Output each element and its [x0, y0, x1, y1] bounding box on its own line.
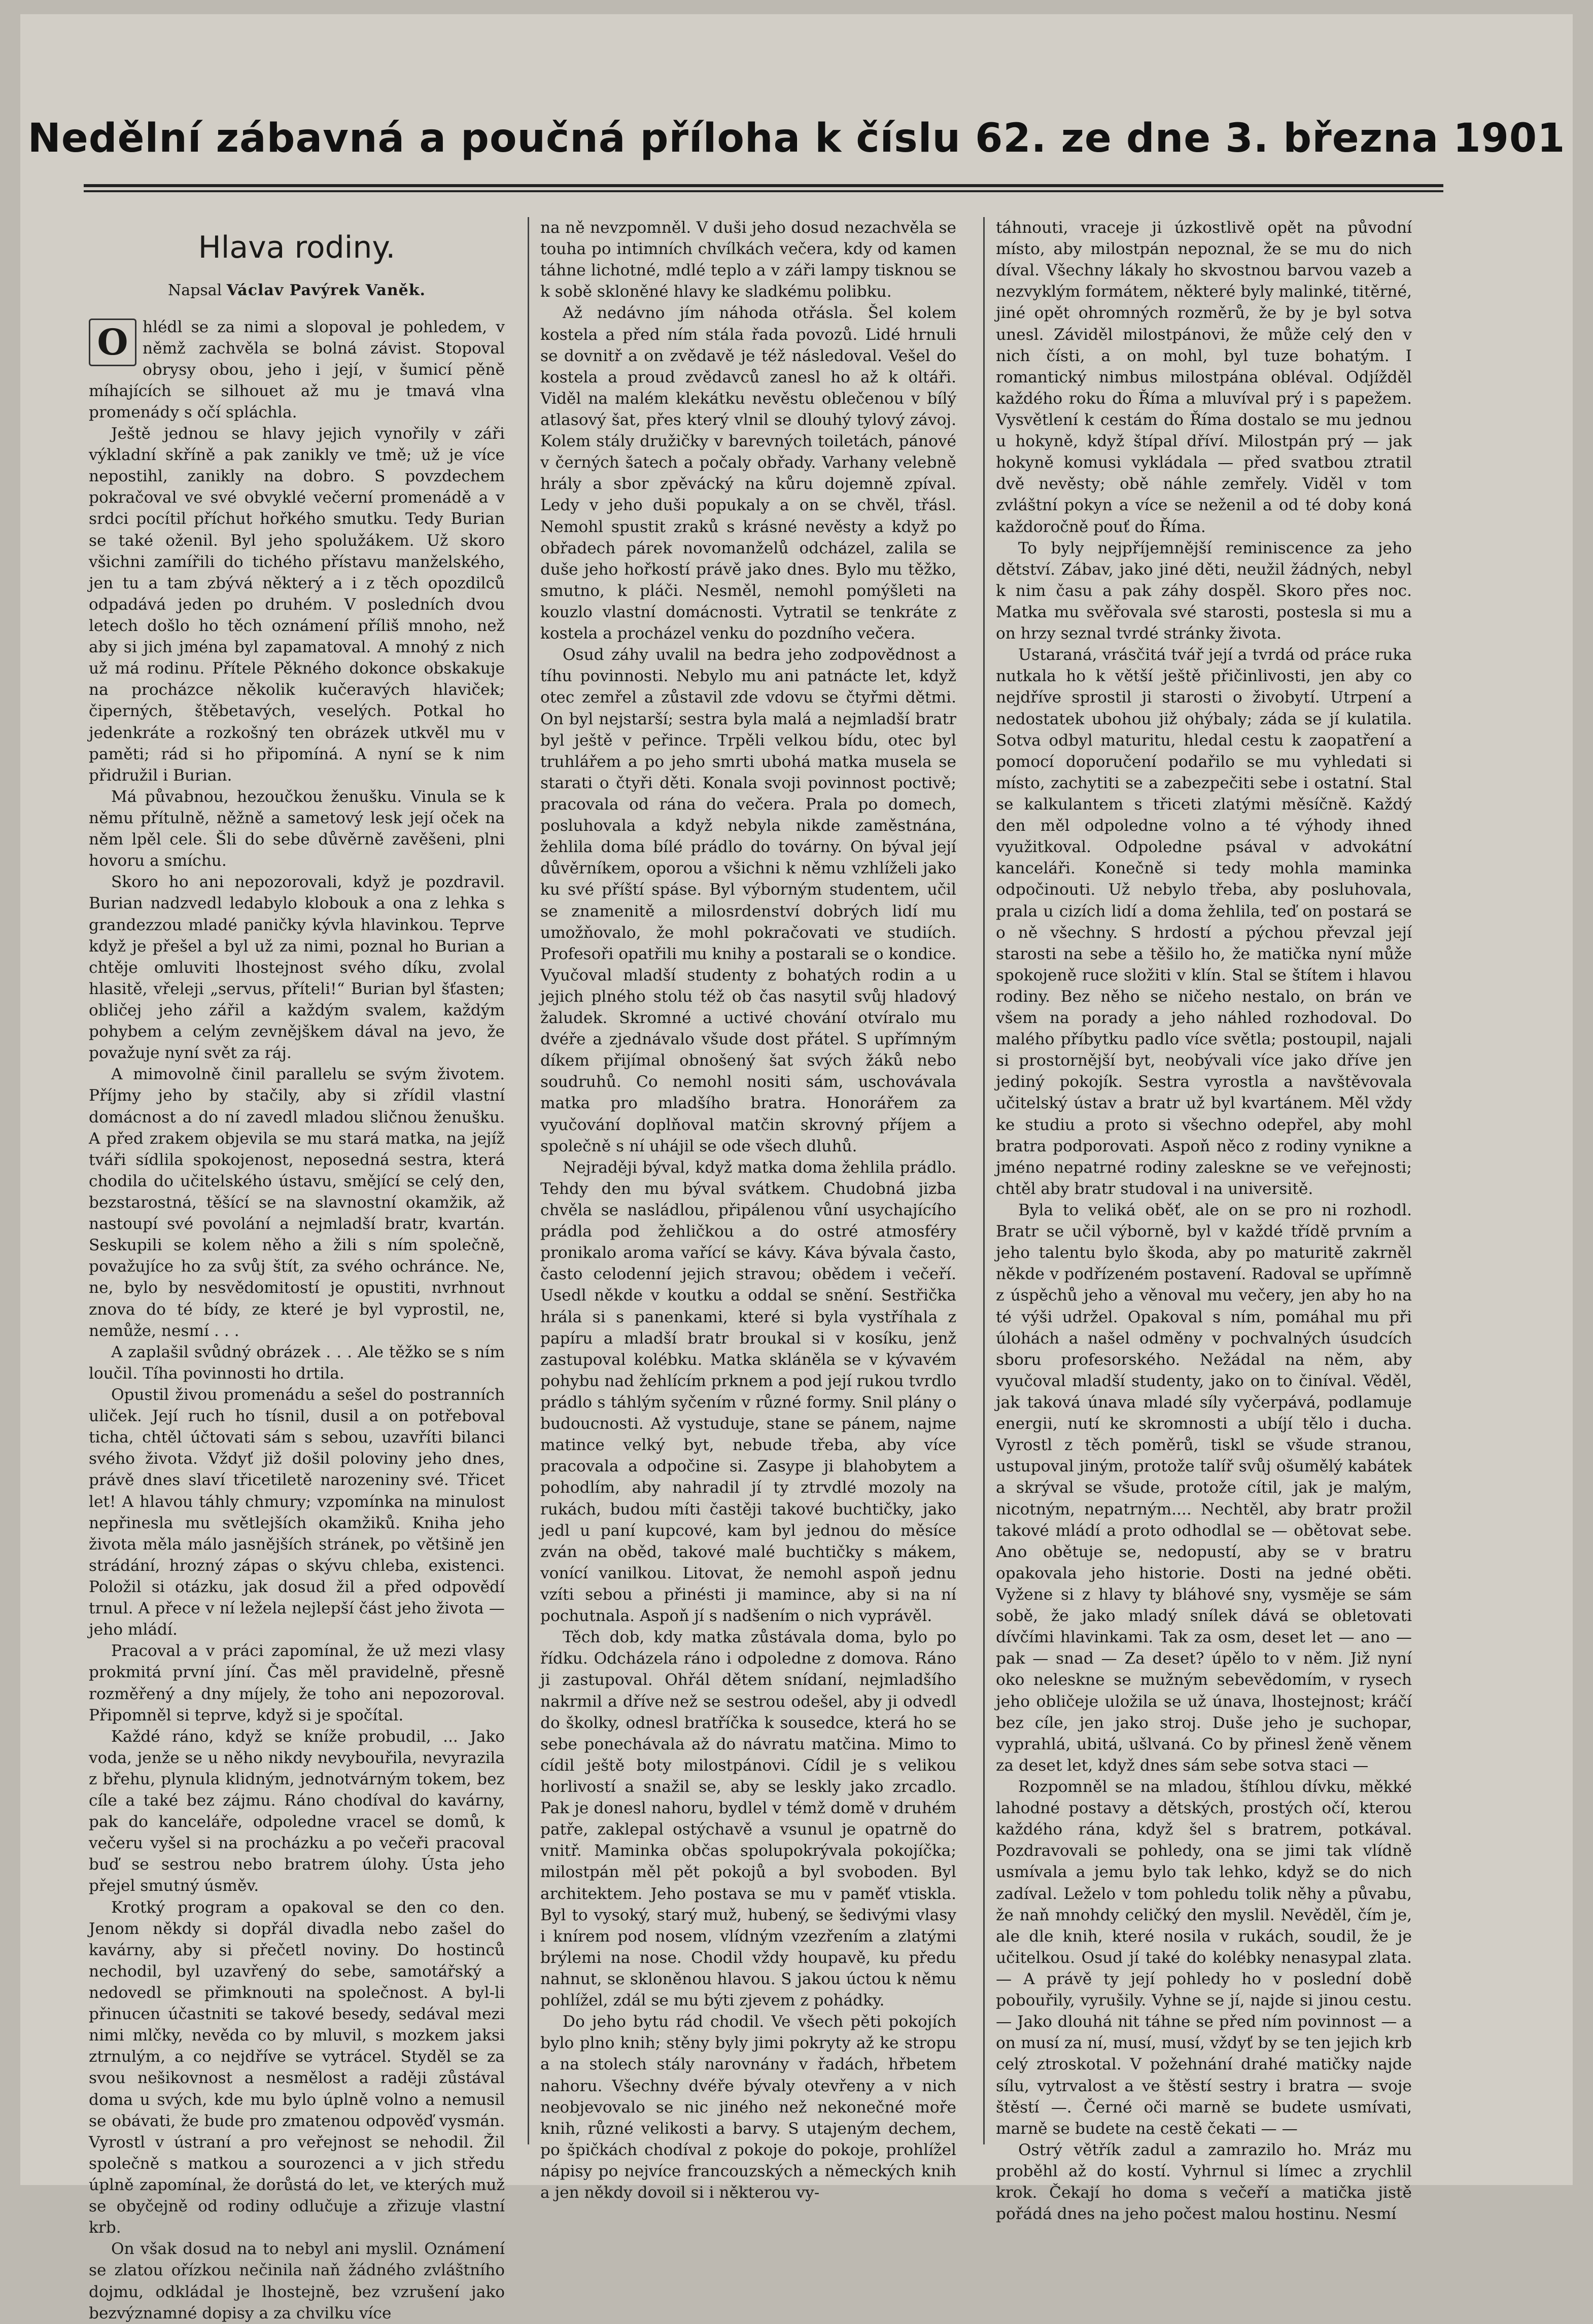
- paragraph: Opustil živou promenádu a sešel do postranních uliček. Její ruch ho tísnil, dusil a on potřeboval ticha, chtěl účtovati sám s sebou, uzavříti bilanci svého života. Vždyť již došil poloviny jeho dnes, právě dnes slaví třicetiletě narozeniny své. Třicet let! A hlavou táhly chmury; vzpomínka na minulost nepřinesla mu světlejších okamžiků. Kniha jeho života měla málo jasnějších stránek, po většině jen strádání, hrozný zápas o skývu chleba, existenci. Položil si otázku, jak dosud žil a před odpovědí trnul. A přece v ní ležela nejlepší část jeho života — jeho mládí.: [89, 1385, 505, 1639]
- article-title: Hlava rodiny.: [198, 230, 396, 265]
- paragraph: A mimovolně činil parallelu se svým životem. Příjmy jeho by stačily, aby si zřídil vlastní domácnost a do ní zavedl mladou sličnou ženušku. A před zrakem objevila se mu stará matka, na jejíž tváři sídlila spokojenost, neposedná sestra, která chodila do učitelského ústavu, smějící se celý den, bezstarostná, těšící se na slavnostní okamžik, až nastoupí své povolání a nejmladší bratr, kvartán. Seskupili se kolem něho a žili s ním společně, považujíce ho za svůj štít, za svého ochránce. Ne, ne, bylo by nesvědomitostí je opustiti, nvrhnout znova do té bídy, ze které je byl vyprostil, ne, nemůže, nesmí . . .: [89, 1065, 505, 1340]
- paragraph: Ještě jednou se hlavy jejich vynořily v záři výkladní skříně a pak zanikly ve tmě; už je více nepostihl, zanikly na dobro. S povzdechem pokračoval ve své obvyklé večerní promenádě a v srdci pocítil příchut hořkého smutku. Tedy Burian se také oženil. Byl jeho spolužákem. Už skoro všichni zamířili do tichého přístavu manželského, jen tu a tam zbývá některý a i z těch opozdilců odpadává jeden po druhém. V posledních dvou letech došlo ho těch oznámení příliš mnoho, než aby si jich jména byl zapamatoval. A mnohý z nich už má rodinu. Přítele Pěkného dokonce obskakuje na procházce několik kučeravých hlaviček; čiperných, štěbetavých, veselých. Potkal ho jedenkráte a rozkošný ten obrázek utkvěl mu v paměti; rád si ho připomíná. A nyní se k nim přidružil i Burian.: [89, 425, 505, 785]
- byline-prefix: Napsal: [168, 281, 222, 299]
- paragraph: táhnouti, vraceje ji úzkostlivě opět na původní místo, aby milostpán nepoznal, že se mu do nich díval. Všechny lákaly ho skvostnou barvou vazeb a nezvyklým formátem, některé byly malinké, titěrné, jiné opět ohromných rozměrů, že by je byl sotva unesl. Záviděl milostpánovi, že může celý den v nich čísti, a on mohl, byl tuze bohatým. I romantický nimbus milostpána obléval. Odjížděl každého roku do Říma a mluvíval prý i s papežem. Vysvětlení k cestám do Říma dostalo se mu jednou u hokyně, když štípal dříví. Milostpán prý — jak hokyně komusi vykládala — před svatbou ztratil dvě nevěsty; obě náhle zemřely. Viděl v tom zvláštní pokyn a více se neženil a od té doby koná každoročně pouť do Říma.: [996, 219, 1412, 536]
- masthead: Nedělní zábavná a poučná příloha k číslu 62. ze dne 3. března 1901: [27, 116, 1566, 161]
- masthead-rule: [84, 184, 1443, 187]
- paragraph: Do jeho bytu rád chodil. Ve všech pěti pokojích bylo plno knih; stěny byly jimi pokryty až ke stropu a na stolech stály narovnány v řadách, hřbetem nahoru. Všechny dvéře bývaly otevřeny a v nich neobjevovalo se nic jiného než nekonečné moře knih, různé velikosti a barvy. S utajeným dechem, po špičkách chodíval z pokoje do pokoje, prohlížel nápisy po nejvíce francouzských a německých knih a jen někdy dovoil si i některou vy-: [540, 2013, 956, 2202]
- masthead-rule-thin: [84, 190, 1443, 192]
- paragraph: Až nedávno jím náhoda otřásla. Šel kolem kostela a před ním stála řada povozů. Lidé hrnuli se dovnitř a on zvědavě je též následoval. Vešel do kostela a proud zvědavců zanesl ho až k oltáři. Viděl na malém klekátku nevěstu oblečenou v bílý atlasový šat, přes který vlnil se dlouhý tylový závoj. Kolem stály družičky v barevných toiletách, pánové v černých šatech a počaly obřady. Varhany velebně hrály a sbor zpěvácký na kůru dojemně zpíval. Ledy v jeho duši popukaly a on se chvěl, třásl. Nemohl spustit zraků s krásné nevěsty a když po obřadech párek novomanželů odcházel, zalila se duše jeho hořkostí právě jako dnes. Bylo mu těžko, smutno, k pláči. Nesměl, nemohl pomýšleti na kouzlo vlastní domácnosti. Vytratil se tenkráte z kostela a procházel venku do pozdního večera.: [540, 304, 956, 643]
- paragraph: Pracoval a v práci zapomínal, že už mezi vlasy prokmitá první jíní. Čas měl pravidelně, přesně rozměřený a dny míjely, že toho ani nepozoroval. Připomněl si teprve, když si je spočítal.: [89, 1642, 505, 1724]
- paragraph: To byly nejpříjemnější reminiscence za jeho dětství. Zábav, jako jiné děti, neužil žádných, nebyl k nim času a pak záhy dospěl. Skoro přes noc. Matka mu svěřovala své starosti, postesla si mu a on hrzy seznal tvrdé stránky života.: [996, 539, 1412, 643]
- column-3: [996, 217, 1412, 2224]
- paragraph: Ustaraná, vrásčitá tvář její a tvrdá od práce ruka nutkala ho k větší ještě přičinlivosti, jen aby co nejdříve sprostil ji starosti o živobytí. Utrpení a nedostatek ubohou již ohýbaly; záda se jí kulatila. Sotva odbyl maturitu, hledal cestu k zaopatření a pomocí doporučení podařilo se mu vyhledati si místo, zachytiti se a zabezpečiti sebe i ostatní. Stal se kalkulantem s třiceti zlatými měsíčně. Každý den měl odpoledne volno a té výhody ihned využitkoval. Odpoledne psával v advokátní kanceláři. Konečně si tedy mohla maminka odpočinouti. Už nebylo třeba, aby posluhovala, prala u cizích lidí a doma žehlila, teď on postará se o ně všechny. S hrdostí a pýchou převzal její starosti na sebe a těšilo ho, že matička nyní může spokojeně ruce složiti v klín. Stal se štítem i hlavou rodiny. Bez něho se ničeho nestalo, on brán ve všem na porady a jeho náhled rozhodoval. Do malého příbytku padlo více světla; postoupil, najali si prostornější byt, neobývali více jako dříve jen jediný pokojík. Sestra vyrostla a navštěvovala učitelský ústav a bratr už byl kvartánem. Měl vždy ke studiu a proto si všechno odepřel, aby mohl bratra podporovati. Aspoň něco z rodiny vynikne a jméno nepatrné rodiny zaleskne se ve veřejnosti; chtěl aby bratr studoval i na universitě.: [996, 646, 1412, 1198]
- column-2: [540, 217, 956, 2202]
- paragraph: Nejraději býval, když matka doma žehlila prádlo. Tehdy den mu býval svátkem. Chudobná jizba chvěla se nasládlou, připálenou vůní usychajícího prádla pod žehličkou a do ostré atmosféry pronikalo aroma vařící se kávy. Káva bývala často, často celodenní jejich stravou; obědem i večeří. Usedl někde v koutku a oddal se snění. Sestřička hrála si s panenkami, které si byla vystříhala z papíru a mladší bratr broukal si v kosíku, jenž zastupoval kolébku. Matka skláněla se v kývavém pohybu nad žehlícím prknem a pod její rukou tvrdlo prádlo s táhlým syčením v různé formy. Snil plány o budoucnosti. Až vystuduje, stane se pánem, najme matince velký byt, nebude třeba, aby více pracovala a odpočine si. Zasype ji blahobytem a pohodlím, aby nahradil jí ty ztrvdlé mozoly na rukách, budou míti častěji takové buchtičky, jako jedl u paní kupcové, kam byl jednou do měsíce zván na oběd, takové malé buchtičky s mákem, vonící vanilkou. Litovat, že nemohl aspoň jednu vzíti sebou a přinésti ji mamince, aby si na ní pochutnala. Aspoň jí s nadšením o nich vyprávěl.: [540, 1158, 956, 1626]
- paragraph: Byla to veliká oběť, ale on se pro ni rozhodl. Bratr se učil výborně, byl v každé třídě prvním a jeho talentu bylo škoda, aby po maturitě zakrněl někde v podřízeném postavení. Radoval se upřímně z úspěchů jeho a věnoval mu večery, jen aby ho na té výši udržel. Opakoval s ním, pomáhal mu při úlohách a našel odměny v pochvalných úsudcích sboru profesorského. Nežádal na něm, aby vyučoval mladší studenty, jako on to činíval. Věděl, jak taková únava mladé síly vyčerpává, podlamuje energii, nutí ke skromnosti a ubíjí tělo i ducha. Vyrostl z těch poměrů, tiskl se všude stranou, ustupoval jiným, protože talíř svůj ošumělý kabátek a skrýval se všude, protože cítil, jak je malým, nicotným, nepatrným.... Nechtěl, aby bratr prožil takové mládí a proto odhodlal se — obětovat sebe. Ano obětuje se, nedopustí, aby se v bratru opakovala jeho historie. Dosti na jedné oběti. Vyžene si z hlavy ty bláhové sny, vysměje se sám sobě, že jako mladý snílek dává se obletovati dívčími hlavinkami. Tak za osm, deset let — ano — pak — snad — Za deset? úpělo to v něm. Již nyní oko neleskne se mužným sebevědomím, v rysech jeho obličeje uložila se už únava, lhostejnost; kráčí bez cíle, jen jako stroj. Duše jeho je suchopar, vyprahlá, ubitá, ušlvaná. Co by přinesl ženě věnem za deset let, když dnes sám sebe sotva staci —: [996, 1201, 1412, 1775]
- paragraph: On však dosud na to nebyl ani myslil. Oznámení se zlatou ořízkou nečinila naň žádného zvláštního dojmu, odkládal je lhostejně, bez vzrušení jako bezvýznamné dopisy a za chvilku více: [89, 2240, 505, 2322]
- column-separator: [983, 217, 985, 2144]
- paragraph: Každé ráno, když se kníže probudil, ... Jako voda, jenže se u něho nikdy nevybouřila, nevyrazila z břehu, plynula klidným, jednotvárným tokem, bez cíle a také bez zájmu. Ráno chodíval do kavárny, pak do kanceláře, odpoledne vracel se domů, k večeru vyšel si na procházku a po večeři pracoval buď se sestrou nebo bratrem úlohy. Ústa jeho přejel smutný úsměv.: [89, 1727, 505, 1895]
- paragraph: Těch dob, kdy matka zůstávala doma, bylo po řídku. Odcházela ráno i odpoledne z domova. Ráno ji zastupoval. Ohřál dětem snídaní, nejmladšího nakrmil a dříve než se sestrou odešel, aby ji odvedl do školky, odnesl bratříčka k sousedce, která ho se sebe ponechávala až do návratu matčina. Mimo to cídil ještě boty milostpánovi. Cídil je s velikou horlivostí a snažil se, aby se leskly jako zrcadlo. Pak je donesl nahoru, bydlel v témž domě v druhém patře, zaklepal ostýchavě a vsunul je opatrně do vnitř. Maminka občas spolupokrývala pokojíčka; milostpán měl pět pokojů a byl svoboden. Byl architektem. Jeho postava se mu v paměť vtiskla. Byl to vysoký, starý muž, hubený, se šedivými vlasy i knírem pod nosem, vlídným vzezřením a zlatými brýlemi na nose. Chodil vždy houpavě, ku předu nahnut, se skloněnou hlavou. S jakou úctou k němu pohlížel, zdál se mu býti zjevem z pohádky.: [540, 1628, 956, 2010]
- author-name: Václav Pavýrek Vaněk.: [226, 281, 426, 299]
- paragraph: A zaplašil svůdný obrázek . . . Ale těžko se s ním loučil. Tíha povinnosti ho drtila.: [89, 1343, 505, 1383]
- paragraph: Má půvabnou, hezoučkou ženušku. Vinula se k němu přítulně, něžně a sametový lesk její oček na něm lpěl cele. Šli do sebe důvěrně zavěšeni, plni hovoru a smíchu.: [89, 787, 505, 870]
- column-1: [89, 217, 505, 2322]
- paragraph: Osud záhy uvalil na bedra jeho zodpovědnost a tíhu povinnosti. Nebylo mu ani patnácte let, když otec zemřel a zůstavil zde vdovu se čtyřmi dětmi. On byl nejstarší; sestra byla malá a nejmladší bratr byl ještě v peřince. Trpěli velkou bídu, otec byl truhlářem a po jeho smrti ubohá matka musela se starati o čtyři děti. Konala svoji povinnost poctivě; pracovala od rána do večera. Prala po domech, posluhovala a když nebyla nikde zaměstnána, žehlila doma bílé prádlo do továrny. On býval její důvěrníkem, oporou a všichni k němu vzhlíželi jako ku své příští spáse. Byl výborným studentem, učil se znamenitě a milosrdenství dobrých lidí mu umožňovalo, že mohl pokračovati ve studiích. Profesoři opatřili mu knihy a postarali se o kondice. Vyučoval mladší studenty z bohatých rodin a u jejich plného stolu též ob čas nasytil svůj hladový žaludek. Skromné a uctivé chování otvíralo mu dvéře a zjednávalo všude dost přátel. S upřímným díkem přijímal obnošený šat svých žáků nebo soudruhů. Co nemohl nositi sám, uschovávala matka pro mladšího bratra. Honorářem za vyučování doplňoval matčin skrovný příjem a společně s ní uhájil se ode všech dluhů.: [540, 646, 956, 1155]
- paragraph: Rozpomněl se na mladou, štíhlou dívku, měkké lahodné postavy a dětských, prostých očí, kterou každého rána, když šel s bratrem, potkával. Pozdravovali se pohledy, ona se jimi tak vlídně usmívala a jemu bylo tak lehko, když se do nich zadíval. Leželo v tom pohledu tolik něhy a půvabu, že naň mnohdy celičký den myslil. Nevěděl, čím je, ale dle knih, které nosila v rukách, soudil, že je učitelkou. Osud jí také do kolébky nenasypal zlata. — A právě ty její pohledy ho v poslední době pobouřily, vyrušily. Vyhne se jí, najde si jinou cestu. — Jako dlouhá nit táhne se před ním povinnost — a on musí za ní, musí, musí, vždyť by se ten jejich krb celý ztroskotal. V požehnání drahé matičky najde sílu, vytrvalost a ve štěstí sestry i bratra — svoje štěstí —. Černé oči marně se budete usmívati, marně se budete na cestě čekati — —: [996, 1777, 1412, 2138]
- drop-cap: O: [89, 319, 136, 366]
- column-separator: [528, 217, 529, 2144]
- paragraph: hlédl se za nimi a slopoval je pohledem, v němž zachvěla se bolná závist. Stopoval obrysy obou, jeho i její, v šumicí pěně míhajících se silhouet až mu je tmavá vlna promenády s očí spláchla.: [89, 318, 505, 421]
- newspaper-page: [20, 14, 1573, 2322]
- paragraph: Krotký program a opakoval se den co den. Jenom někdy si dopřál divadla nebo zašel do kavárny, aby si přečetl noviny. Do hostinců nechodil, byl uzavřený do sebe, samotářský a nedovedl se přimknouti na společnost. A byl-li přinucen účastniti se takové besedy, sedával mezi nimi mlčky, nevěda co by mluvil, s mozkem jaksi ztrnulým, a co nejdříve se vytrácel. Styděl se za svou nešikovnost a nesmělost a raději zůstával doma u svých, kde mu bylo úplně volno a nemusil se obávati, že bude pro zmatenou odpověď vysmán. Vyrostl v ústraní a pro veřejnost se nehodil. Žil společně s matkou a sourozenci a v jich středu úplně zapomínal, že dorůstá do let, ve kterých muž se obyčejně od rodiny odlučuje a zřizuje vlastní krb.: [89, 1898, 505, 2237]
- paragraph: na ně nevzpomněl. V duši jeho dosud nezachvěla se touha po intimních chvílkách večera, kdy od kamen táhne lichotné, mdlé teplo a v záři lampy tisknou se k sobě skloněné hlavy ke sladkému polibku.: [540, 219, 956, 301]
- paragraph: Ostrý větřík zadul a zamrazilo ho. Mráz mu proběhl až do kostí. Vyhrnul si límec a zrychlil krok. Čekají ho doma s večeří a matička jistě pořádá dnes na jeho počest malou hostinu. Nesmí: [996, 2140, 1412, 2224]
- byline: [89, 280, 505, 301]
- paragraph: Skoro ho ani nepozorovali, když je pozdravil. Burian nadzvedl ledabylo klobouk a ona z lehka s grandezzou mladé paničky kývla hlavinkou. Teprve když je přešel a byl už za nimi, poznal ho Burian a chtěje omluviti lhostejnost svého díku, zvolal hlasitě, vřeleji „servus, příteli!“ Burian byl šťasten; obličej jeho zářil a každým svalem, každým pohybem a celým zevnějškem dával na jevo, že považuje nyní svět za ráj.: [89, 873, 505, 1063]
